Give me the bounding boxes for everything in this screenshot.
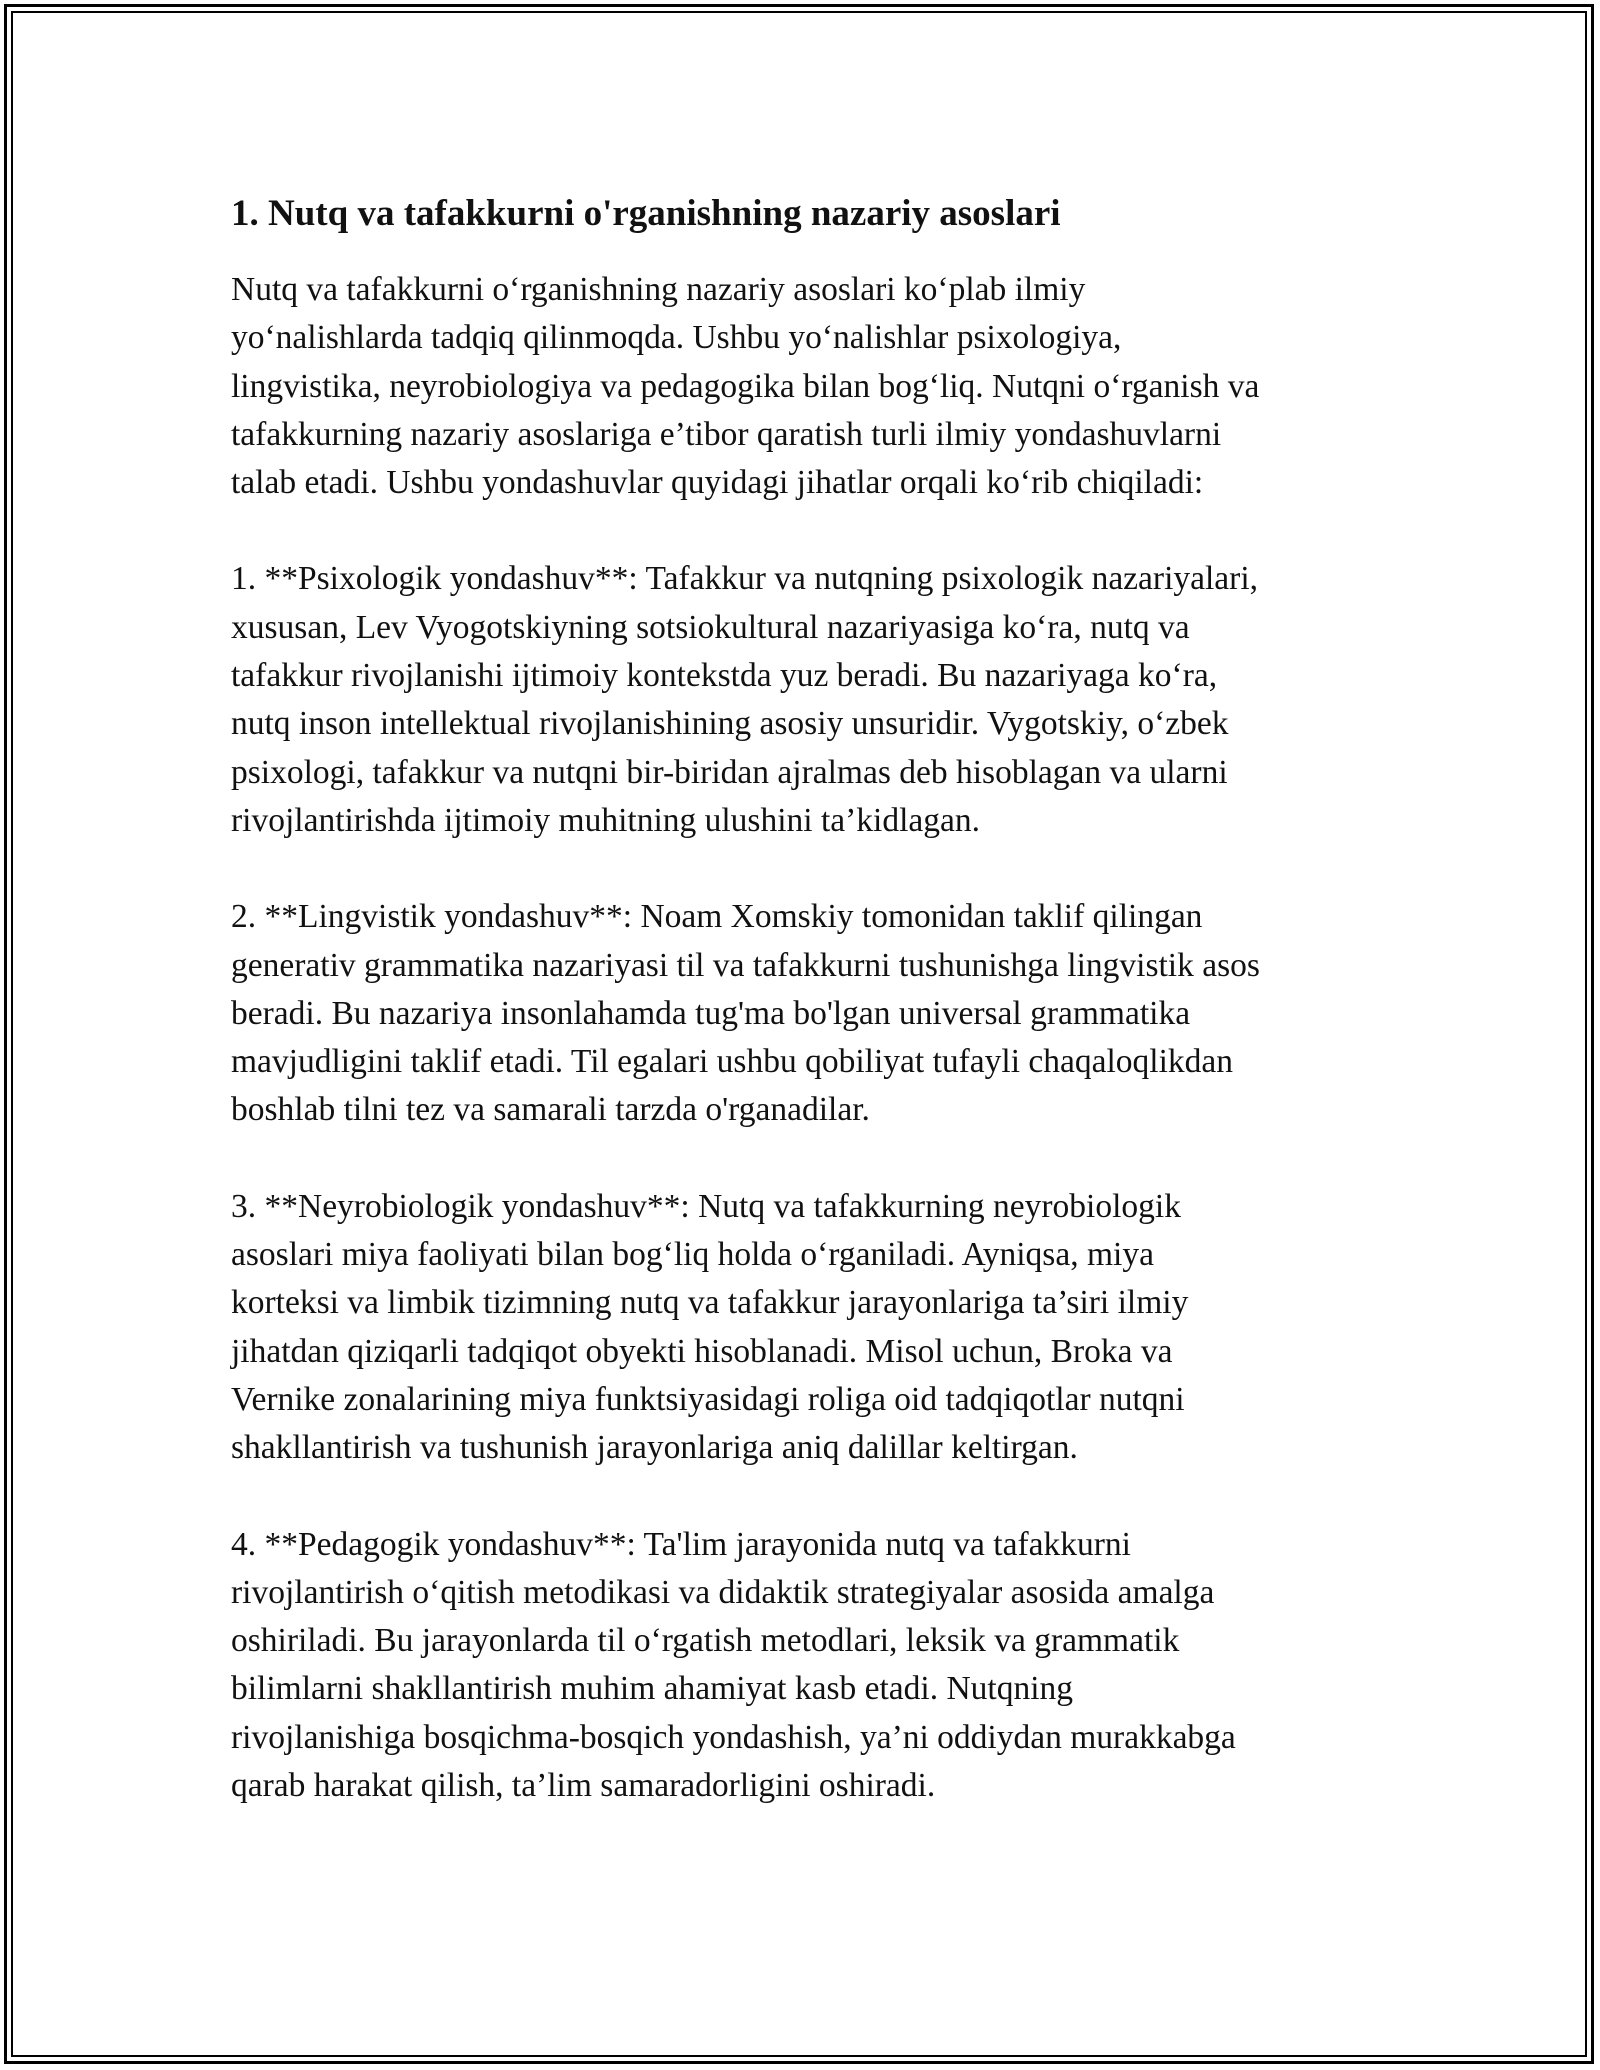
pedagogical-approach-paragraph: 4. **Pedagogik yondashuv**: Ta'lim jarayonida nutq va tafakkurni rivojlantirish o‘qitish metodikasi va didaktik strategiyalar asosida amalga oshiriladi. Bu jarayonlarda til o‘rgatish metodlari, leksik va grammatik bilimlarni shakllantirish muhim ahamiyat kasb etadi. Nutqning rivojlanishiga bosqichma-bosqich yondashish, ya’ni oddiydan murakkabga qarab harakat qilish, ta’lim samaradorligini oshiradi.: [231, 1525, 1236, 1805]
neurobiological-approach-paragraph: 3. **Neyrobiologik yondashuv**: Nutq va tafakkurning neyrobiologik asoslari miya faoliyati bilan bog‘liq holda o‘rganiladi. Ayniqsa, miya korteksi va limbik tizimning nutq va tafakkur jarayonlariga ta’siri ilmiy jihatdan qiziqarli tadqiqot obyekti hisoblanadi. Misol uchun, Broka va Vernike zonalarining miya funktsiyasidagi roliga oid tadqiqotlar nutqni shakllantirish va tushunish jarayonlariga aniq dalillar keltirgan.: [231, 1187, 1189, 1467]
intro-paragraph: Nutq va tafakkurni o‘rganishning nazariy asoslari ko‘plab ilmiy yo‘nalishlarda tadqiq qilinmoqda. Ushbu yo‘nalishlar psixologiya, lingvistika, neyrobiologiya va pedagogika bilan bog‘liq. Nutqni o‘rganish va tafakkurning nazariy asoslariga e’tibor qaratish turli ilmiy yondashuvlarni talab etadi. Ushbu yondashuvlar quyidagi jihatlar orqali ko‘rib chiqiladi:: [231, 271, 1260, 502]
document-body: [231, 188, 1381, 1858]
linguistic-approach-paragraph: 2. **Lingvistik yondashuv**: Noam Xomskiy tomonidan taklif qilingan generativ grammatika nazariyasi til va tafakkurni tushunishga lingvistik asos beradi. Bu nazariya insonlahamda tug'ma bo'lgan universal grammatika mavjudligini taklif etadi. Til egalari ushbu qobiliyat tufayli chaqaloqlikdan boshlab tilni tez va samarali tarzda o'rganadilar.: [231, 898, 1260, 1129]
psychological-approach-paragraph: 1. **Psixologik yondashuv**: Tafakkur va nutqning psixologik nazariyalari, xususan, Lev Vyogotskiyning sotsiokultural nazariyasiga ko‘ra, nutq va tafakkur rivojlanishi ijtimoiy kontekstda yuz beradi. Bu nazariyaga ko‘ra, nutq inson intellektual rivojlanishining asosiy unsuridir. Vygotskiy, o‘zbek psixologi, tafakkur va nutqni bir-biridan ajralmas deb hisoblagan va ularni rivojlantirishda ijtimoiy muhitning ulushini ta’kidlagan.: [231, 560, 1259, 839]
document-title: 1. Nutq va tafakkurni o'rganishning nazariy asoslari: [231, 193, 1061, 234]
